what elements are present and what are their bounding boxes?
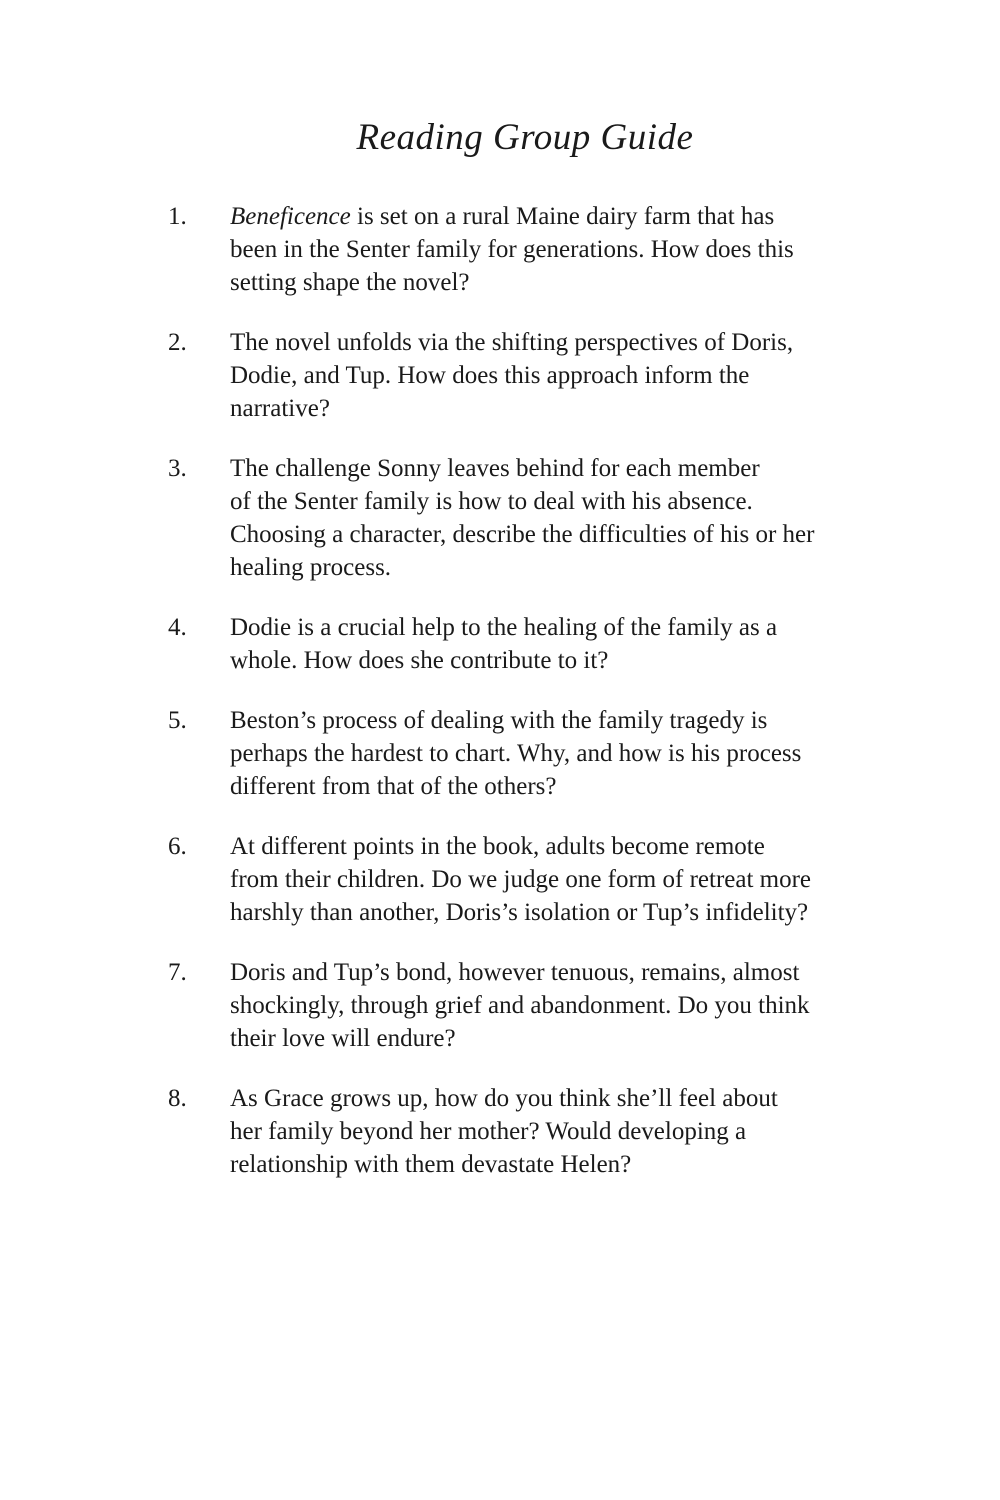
question-line: from their children. Do we judge one form of retreat more bbox=[230, 866, 812, 894]
question-line: harshly than another, Doris’s isolation or Tup’s infidelity? bbox=[230, 899, 809, 927]
question-number: 7. bbox=[168, 959, 187, 987]
question-number: 1. bbox=[168, 203, 187, 231]
question-line: healing process. bbox=[230, 554, 392, 582]
question-item bbox=[168, 326, 882, 425]
question-number: 4. bbox=[168, 614, 187, 642]
question-line: her family beyond her mother? Would developing a bbox=[230, 1118, 747, 1146]
question-line: Beston’s process of dealing with the family tragedy is bbox=[230, 707, 768, 735]
question-line: shockingly, through grief and abandonment. Do you think bbox=[230, 992, 810, 1020]
question-line: Dodie, and Tup. How does this approach inform the bbox=[230, 362, 750, 390]
question-line: Doris and Tup’s bond, however tenuous, remains, almost bbox=[230, 959, 800, 987]
question-item bbox=[168, 611, 882, 677]
question-item bbox=[168, 200, 882, 299]
question-item bbox=[168, 1082, 882, 1181]
question-list bbox=[168, 200, 882, 1181]
question-text bbox=[230, 1082, 882, 1181]
page-title: Reading Group Guide bbox=[356, 117, 694, 158]
question-item bbox=[168, 956, 882, 1055]
question-line: different from that of the others? bbox=[230, 773, 557, 801]
question-item bbox=[168, 452, 882, 584]
question-number: 6. bbox=[168, 833, 187, 861]
question-line: The challenge Sonny leaves behind for each member bbox=[230, 455, 760, 483]
question-line: whole. How does she contribute to it? bbox=[230, 647, 609, 675]
question-text bbox=[230, 956, 882, 1055]
question-line: their love will endure? bbox=[230, 1025, 456, 1053]
question-line: narrative? bbox=[230, 395, 330, 423]
question-text bbox=[230, 611, 882, 677]
book-title-italic: Beneficence bbox=[230, 203, 351, 231]
question-item bbox=[168, 830, 882, 929]
question-line: been in the Senter family for generations. How does this bbox=[230, 236, 794, 264]
question-text bbox=[230, 200, 882, 299]
question-text bbox=[230, 452, 882, 584]
question-line: relationship with them devastate Helen? bbox=[230, 1151, 632, 1179]
question-text bbox=[230, 830, 882, 929]
question-line: Dodie is a crucial help to the healing of the family as a bbox=[230, 614, 778, 642]
question-item bbox=[168, 704, 882, 803]
question-line: setting shape the novel? bbox=[230, 269, 470, 297]
question-number: 5. bbox=[168, 707, 187, 735]
question-line: Beneficence is set on a rural Maine dairy farm that has bbox=[230, 203, 775, 231]
question-line: Choosing a character, describe the difficulties of his or her bbox=[230, 521, 815, 549]
question-number: 2. bbox=[168, 329, 187, 357]
question-text bbox=[230, 326, 882, 425]
question-number: 3. bbox=[168, 455, 187, 483]
question-line: perhaps the hardest to chart. Why, and how is his process bbox=[230, 740, 802, 768]
question-line: As Grace grows up, how do you think she’ll feel about bbox=[230, 1085, 778, 1113]
question-line: of the Senter family is how to deal with his absence. bbox=[230, 488, 753, 516]
question-line: The novel unfolds via the shifting perspectives of Doris, bbox=[230, 329, 794, 357]
question-text bbox=[230, 704, 882, 803]
question-line: At different points in the book, adults become remote bbox=[230, 833, 765, 861]
question-number: 8. bbox=[168, 1085, 187, 1113]
